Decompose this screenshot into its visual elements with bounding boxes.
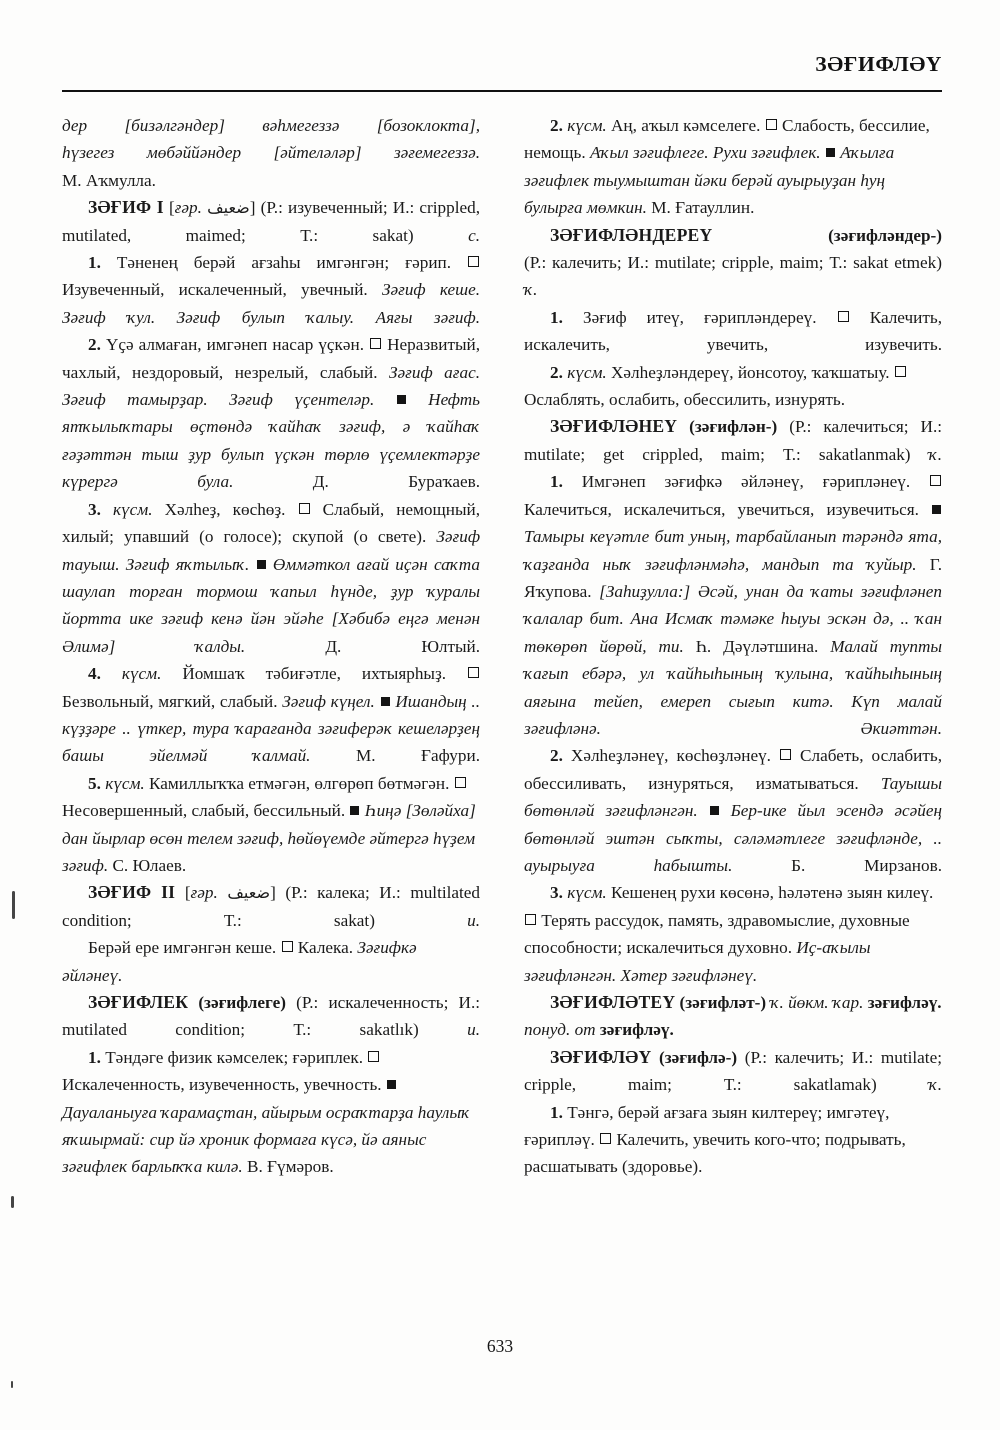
running-head-title: ЗӘҒИФЛӘҮ — [815, 52, 942, 76]
cross-reference-word: зәғифләү. — [867, 993, 942, 1012]
two-column-body — [62, 112, 942, 1181]
bracket-open: [ — [168, 198, 175, 218]
sense-number: 5. — [88, 773, 101, 793]
open-square-icon — [895, 366, 906, 377]
header-rule — [62, 90, 942, 92]
sense-definition-bashkir: Зәғиф итеү, ғәрипләндереү. — [582, 307, 817, 327]
open-square-icon — [299, 503, 310, 514]
sense-definition-russian: Слабеть, ослабить, обессиливать, изнуряться, изматываться. — [524, 746, 942, 793]
sense-citation-3: Малай тупты ҡағып ебәрә, ул ҡайһыһының ҡулына, ҡайһыһының аяғына тейеп, емереп сығып китә. Күп малай зәғифләнә. — [524, 636, 943, 738]
translation-gloss: Р.: калечить; И.: mutilate; cripple, maim; Т.: sakatlamak) — [524, 1047, 942, 1095]
sense-definition-bashkir: Имгәнеп зәғифкә әйләнеү, ғәрипләнеү. — [581, 472, 911, 492]
part-of-speech: и. — [467, 910, 480, 930]
sense-examples: Аҡыл зәғифлеге. Рухи зәғифлек. — [589, 143, 821, 163]
sense-definition-russian: Изувеченный, искалеченный, увечный. — [62, 280, 368, 300]
sense-definition-bashkir: Йомшаҡ тәбиғәтле, ихтыярһыҙ. — [182, 664, 447, 684]
sense-examples: Зәғиф ағас. Зәғиф тамырҙар. Зәғиф үҫентеләр. — [62, 362, 480, 410]
open-square-icon — [766, 119, 777, 130]
filled-square-icon — [381, 697, 390, 706]
headword: ЗӘҒИФЛӘҮ — [550, 1046, 652, 1067]
translation-gloss: Р.: изувеченный; И.: crippled, mutilated, maimed; Т.: sakat) — [62, 198, 481, 245]
gloss-paren: ( — [744, 1047, 751, 1067]
sense-citation: Һиңә [Зөләйха] дан йырлар өсөн телем зәғиф, һөйөүемде әйтергә һүҙем зәғиф. — [62, 801, 476, 875]
translation-gloss: Р.: калечиться; И.: mutilate; get crippled, maim; Т.: sakatlanmak) — [524, 417, 943, 464]
filled-square-icon — [387, 1080, 396, 1089]
headword-inflection: (зәғифләндер-) — [828, 225, 942, 245]
part-of-speech: и. — [467, 1020, 481, 1040]
citation-source: С. Юлаев. — [112, 855, 187, 875]
headword: ЗӘҒИФЛЕК — [88, 992, 189, 1012]
translation-gloss: Р.: искалеченность; И.: mutilated condition; Т.: sakatlık) — [62, 993, 481, 1040]
sense-definition-bashkir: Үҫә алмаған, имгәнеп насар үҫкән. — [105, 335, 365, 355]
sense-citation: Нефть ятҡылыҡтары өҫтөндә ҡайһаҡ зәғиф, ә ҡайһаҡ ғәҙәттән тыш ҙур булып үҫкән төрлө үҫемлектәрҙе күрергә була. — [62, 390, 480, 492]
translation-gloss: Р.: калечить; И.: mutilate; cripple, maim; Т.: sakat etmek) — [529, 253, 942, 273]
headword-inflection: (зәғифлеге) — [198, 993, 286, 1012]
sense-definition-bashkir: Хәлһеҙләндереү, йонсотоу, ҡаҡшатыу. — [611, 362, 890, 382]
entry-zagif-1 — [62, 194, 480, 879]
sense-number: 4. — [88, 664, 101, 684]
sense-definition-russian: Слабый, немощный, хилый; упавший (о голосе); скупой (о свете). — [62, 499, 480, 547]
sense-citation: Тамыры кеүәтле бит уның, тарбайланып тәрәндә ята, ҡаҙғанда ныҡ зәғифләнмәһә, мандып та ҡуйыр. — [524, 527, 942, 574]
continued-line-1: дер [бизәлгәндер] вәһмегеззә [бозоклокта], — [62, 116, 480, 135]
filled-square-icon — [710, 806, 719, 815]
scan-artifact-mark — [12, 891, 15, 919]
sense-number: 2. — [550, 746, 563, 766]
entry-zagiflaw — [524, 1044, 942, 1181]
sense-number: 1. — [550, 307, 563, 327]
continued-source: М. Аҡмулла. — [62, 170, 156, 190]
citation-source-3: Әкиәттән. — [860, 718, 942, 738]
sense-definition-bashkir: Тәненең берәй ағзаһы имгәнгән; ғәрип. — [116, 253, 452, 273]
sense-number: 3. — [88, 499, 101, 519]
headword: ЗӘҒИФЛӘТЕҮ — [550, 992, 676, 1012]
open-square-icon — [370, 338, 381, 349]
bracket-close: ] — [249, 198, 256, 218]
sense-definition-bashkir: Камиллыҡҡа етмәгән, өлгөрөп бөтмәгән. — [149, 773, 450, 793]
lang-abbr: ғәр. — [174, 198, 202, 218]
sense-definition-russian: Калечить, искалечить, увечить, изувечить. — [524, 307, 942, 355]
arabic-etymology: ضعيف — [227, 883, 271, 903]
sense-number: 1. — [88, 1047, 101, 1067]
sense-citation-2: [Заһиҙулла:] Әсәй, унан да ҡаты зәғифләнеп ҡалалар бит. Ана Исмаҡ тәмәке һыуы эскән дә, .. ҡан төкөрөп йөрөй, ти. — [524, 581, 943, 656]
open-square-icon — [455, 777, 466, 788]
part-of-speech: ҡ. — [928, 1075, 942, 1095]
gloss-paren: ( — [285, 883, 292, 903]
sense-number: 2. — [88, 335, 101, 355]
open-square-icon — [930, 475, 941, 486]
part-of-speech: ҡ. — [928, 444, 942, 464]
sense-citation: Өммәткол ағай иҫән саҡта шаулап торған тормош ҡапыл һүнде, ҙур ҡуралы йортта ике зәғиф кенә йән эйәһе [Хәбибә еңгә менән Әлимә] ҡалды. — [62, 554, 480, 656]
sense-definition-bashkir: Тәндәге физик кәмселек; ғәриплек. — [105, 1047, 364, 1067]
sense-examples: Зәғиф тауыш. Зәғиф яҡтылыҡ. — [62, 527, 481, 574]
entry-zagiflek-continued — [524, 112, 942, 222]
continued-entry — [62, 112, 480, 194]
headword: ЗӘҒИФ I — [88, 197, 164, 218]
entry-zagiflanderew — [524, 222, 942, 414]
open-square-icon — [600, 1133, 611, 1144]
open-square-icon — [838, 311, 849, 322]
pos-note: ҡ. йөкм. ҡар. — [770, 993, 864, 1012]
filled-square-icon — [826, 148, 835, 157]
open-square-icon — [780, 749, 791, 760]
open-square-icon — [368, 1051, 379, 1062]
translation-gloss: Р.: калека; И.: multilated condition; Т.: sakat) — [62, 883, 481, 930]
bracket-close: ] — [270, 883, 276, 903]
sense-number: 2. — [550, 362, 563, 382]
relation-note: понуд. от — [524, 1020, 596, 1040]
part-of-speech: с. — [468, 225, 480, 245]
filled-square-icon — [932, 505, 941, 514]
continued-line-2: һүзегез мөбәййәндер [әйтеләләр] зәғемегеззә. — [62, 143, 480, 163]
sense-label: күсм. — [112, 499, 153, 519]
open-square-icon — [282, 941, 293, 952]
sense-label: күсм. — [121, 664, 162, 684]
sense-examples: Иҫ-аҡылы зәғифләнгән. Хәтер зәғифләнеү. — [524, 938, 871, 985]
sense-label: күсм. — [567, 116, 607, 135]
arabic-etymology: ضعيف — [207, 198, 250, 218]
sense-examples: Зәғиф күңел. — [282, 691, 375, 711]
open-square-icon — [468, 256, 479, 267]
left-column — [62, 112, 480, 1181]
sense-definition-bashkir: Тәнгә, берәй ағзаға зыян килтереү; имгәтеү, ғәрипләү. — [524, 1102, 890, 1150]
headword: ЗӘҒИФ II — [88, 882, 176, 903]
bracket-open: [ — [184, 883, 191, 903]
sense-citation: Дауаланыуға ҡарамаҫтан, айырым осраҡтарҙа һаулыҡ яҡшырмай: сир йә хроник формаға күсә, йә аяныс зәғифлек барлыҡҡа килә. — [62, 1102, 471, 1177]
headword: ЗӘҒИФЛӘНЕҮ — [550, 416, 678, 437]
gloss-paren: ( — [296, 993, 302, 1012]
part-of-speech: ҡ. — [524, 280, 538, 300]
sense-examples: Зәғифкә әйләнеү. — [62, 938, 417, 985]
sense-number: 1. — [550, 472, 563, 492]
sense-label: күсм. — [567, 362, 607, 382]
citation-source: Д. Бураҡаев. — [312, 472, 480, 492]
sense-number: 3. — [550, 883, 563, 903]
entry-zagiflek — [62, 989, 480, 1181]
sense-label: күсм. — [105, 773, 145, 793]
lang-abbr: ғәр. — [190, 883, 218, 903]
sense-definition-russian: Калечиться, искалечиться, увечиться, изувечиться. — [524, 499, 919, 519]
gloss-paren: ( — [260, 198, 267, 218]
filled-square-icon — [350, 806, 359, 815]
scan-artifact-mark — [11, 1381, 13, 1388]
headword: ЗӘҒИФЛӘНДЕРЕҮ — [550, 224, 713, 245]
citation-source: М. Ғатауллин. — [651, 198, 755, 218]
sense-definition-bashkir: Кешенең рухи көсөнә, һәләтенә зыян килеү. — [611, 883, 934, 903]
citation-source: Д. Юлтый. — [325, 636, 481, 656]
running-head — [62, 52, 942, 98]
sense-definition-russian: Безвольный, мягкий, слабый. — [62, 691, 278, 711]
cross-reference-word-2: зәғифләү. — [599, 1020, 674, 1040]
sense-definition-bashkir: Хәлһеҙ, көсһөҙ. — [164, 499, 286, 519]
scan-artifact-mark — [11, 1196, 14, 1208]
gloss-paren: ( — [524, 253, 530, 273]
citation-source: В. Ғүмәров. — [246, 1157, 334, 1177]
headword-inflection: (зәғифлә-) — [658, 1047, 738, 1067]
open-square-icon — [525, 914, 536, 925]
sense-definition-russian: Ослаблять, ослабить, обессилить, изнурять. — [524, 390, 845, 410]
sense-definition-russian: Неразвитый, чахлый, нездоровый, незрелый, слабый. — [62, 335, 481, 382]
entry-zagif-2 — [62, 879, 480, 989]
sense-number: 2. — [550, 116, 563, 135]
citation-source-2: Һ. Дәүләтшина. — [695, 636, 819, 656]
sense-examples: Тауышы бөтөнләй зәғифләнгән. — [524, 773, 943, 821]
sense-citation: Ишандың .. күҙҙәре .. үткер, тура ҡарағанда зәғиферәк кешеләрҙең башы эйелмәй ҡалмай. — [62, 691, 481, 766]
gloss-paren: ( — [789, 417, 795, 437]
sense-label: күсм. — [567, 883, 607, 903]
citation-source: М. Ғафури. — [355, 746, 480, 766]
sense-definition-bashkir: Берәй ере имгәнгән кеше. — [88, 938, 277, 958]
sense-definition-russian: Несовершенный, слабый, бессильный. — [62, 801, 346, 821]
sense-definition-russian: Терять рассудок, память, здравомыслие, духовные способности; искалечиться духовно. — [524, 910, 910, 958]
page-number: 633 — [486, 1336, 514, 1356]
entry-zagiflanew — [524, 413, 942, 989]
sense-number: 1. — [88, 253, 101, 273]
citation-source: Г. Яҡупова. — [524, 554, 943, 601]
sense-definition-russian: Слабость, бессилие, немощь. — [524, 116, 930, 163]
open-square-icon — [468, 667, 479, 678]
sense-examples: Зәғиф кеше. Зәғиф ҡул. Зәғиф булып ҡалыу. Аяғы зәғиф. — [62, 280, 481, 327]
headword-inflection: (зәғифлән-) — [689, 417, 778, 437]
sense-definition-russian: Калека. — [297, 938, 354, 958]
sense-citation: Аҡылға зәғифлек тыумыштан йәки берәй ауырыуҙан һуң булырға мөмкин. — [524, 143, 895, 218]
filled-square-icon — [257, 560, 266, 569]
headword-inflection: (зәғифләт-) — [679, 993, 767, 1012]
right-column — [524, 112, 942, 1181]
sense-definition-bashkir: Аң, аҡыл кәмселеге. — [611, 116, 761, 135]
citation-source: Б. Мирзанов. — [791, 855, 943, 875]
sense-number: 1. — [550, 1102, 563, 1122]
filled-square-icon — [397, 395, 406, 404]
sense-citation: Бер-ике йыл эсендә әсәйең бөтөнләй эштән сыҡты, сәләмәтлеге зәғифләнде, .. ауырыуға һабышты. — [524, 801, 943, 875]
entry-zagiflatew — [524, 989, 942, 1044]
sense-definition-russian: Калечить, увечить кого-что; подрывать, расшатывать (здоровье). — [524, 1130, 906, 1177]
sense-definition-bashkir: Хәлһеҙләнеү, көсһөҙләнеү. — [570, 746, 771, 766]
sense-definition-russian: Искалеченность, изувеченность, увечность. — [62, 1075, 382, 1095]
